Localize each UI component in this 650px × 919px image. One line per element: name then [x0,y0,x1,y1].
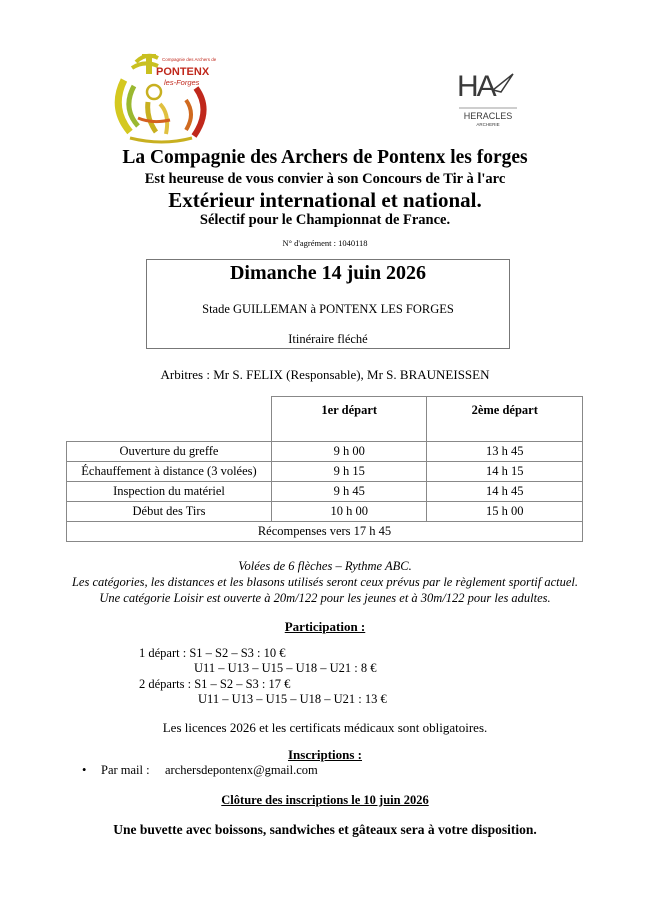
table-row-label: Ouverture du greffe [67,442,272,462]
arbitres-line: Arbitres : Mr S. FELIX (Responsable), Mr S. BRAUNEISSEN [160,367,490,382]
price-line-1depart-jeunes: U11 – U13 – U15 – U18 – U21 : 8 € [194,661,377,675]
table-row-depart1: 9 h 15 [271,462,427,482]
page-subtitle: Est heureuse de vous convier à son Concours de Tir à l'arc [144,171,506,187]
table-header-depart1: 1er départ [271,397,427,442]
sponsor-logo-mark: HA [457,70,495,103]
table-footer-row [67,522,583,542]
table-row-depart2: 13 h 45 [427,442,583,462]
table-row-label: Échauffement à distance (3 volées) [67,462,272,482]
cloture-note: Clôture des inscriptions le 10 juin 2026 [221,793,429,807]
table-row [67,482,583,502]
table-row-depart1: 9 h 45 [271,482,427,502]
table-row-depart2: 14 h 45 [427,482,583,502]
agrement-number: N° d'agrément : 1040118 [282,238,368,248]
info-categories: Les catégories, les distances et les blasons utilisés seront ceux prévus par le règlement sportif actuel. [71,575,579,589]
event-type: Extérieur international et national. [168,188,482,212]
price-line-2departs-jeunes: U11 – U13 – U15 – U18 – U21 : 13 € [198,692,387,706]
event-route: Itinéraire fléché [288,332,368,346]
table-header-row [67,397,583,442]
licences-note: Les licences 2026 et les certificats médicaux sont obligatoires. [162,720,488,735]
bullet-icon: • [82,763,87,777]
table-row-label: Inspection du matériel [67,482,272,502]
table-row-depart1: 9 h 00 [271,442,427,462]
event-venue: Stade GUILLEMAN à PONTENX LES FORGES [202,302,454,316]
club-logo-line1: Compagnie des Archers de [162,57,216,62]
participation-heading: Participation : [284,619,366,634]
info-loisir: Une catégorie Loisir est ouverte à 20m/122 pour les jeunes et à 30m/122 pour les adultes. [99,591,551,605]
event-date: Dimanche 14 juin 2026 [229,262,427,284]
club-logo-line2: PONTENX [156,66,210,78]
table-row [67,502,583,522]
price-line-1depart-seniors: 1 départ : S1 – S2 – S3 : 10 € [139,646,286,660]
page-title: La Compagnie des Archers de Pontenx les forges [122,147,528,168]
price-line-2departs-seniors: 2 départs : S1 – S2 – S3 : 17 € [139,677,291,691]
table-row [67,442,583,462]
info-volees: Volées de 6 flèches – Rythme ABC. [238,559,412,573]
selective-note: Sélectif pour le Championnat de France. [199,212,451,228]
schedule-table [66,396,583,542]
table-row-depart2: 14 h 15 [427,462,583,482]
mail-label: Par mail : [101,763,150,777]
table-header-depart2: 2ème départ [427,397,583,442]
table-header-empty [67,397,272,442]
inscriptions-heading: Inscriptions : [287,747,363,762]
sponsor-logo [453,58,523,130]
table-row-depart1: 10 h 00 [271,502,427,522]
table-row-depart2: 15 h 00 [427,502,583,522]
awards-time: Récompenses vers 17 h 45 [67,522,583,542]
sponsor-logo-tag: ARCHERIE [476,122,500,127]
club-logo [108,48,216,146]
sponsor-logo-name: HERACLES [463,111,513,121]
table-row [67,462,583,482]
club-logo-line3: les-Forges [164,78,200,87]
mail-address-link[interactable]: archersdepontenx@gmail.com [165,763,318,777]
table-row-label: Début des Tirs [67,502,272,522]
buvette-note: Une buvette avec boissons, sandwiches et gâteaux sera à votre disposition. [113,822,537,837]
date-box [146,259,510,349]
